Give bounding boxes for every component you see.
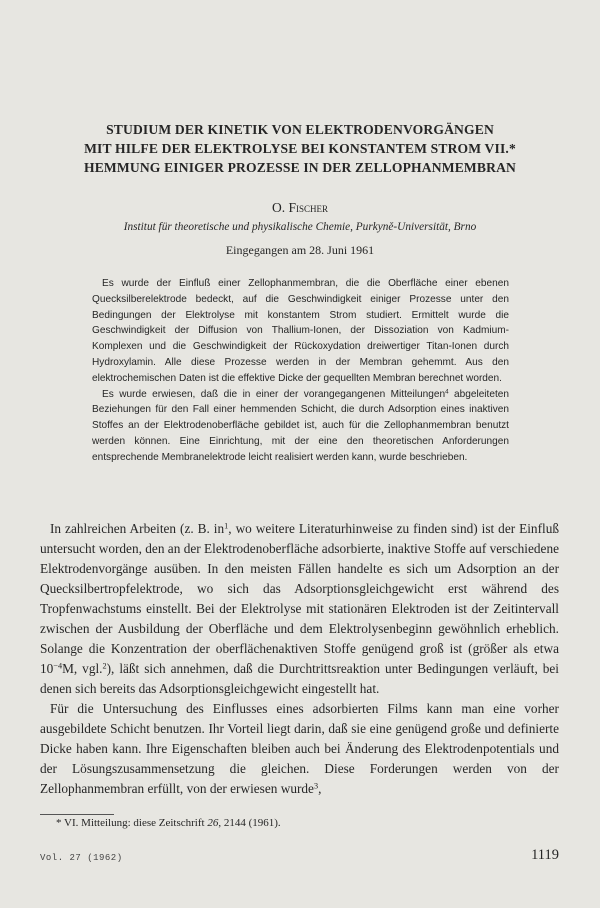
footnote: * VI. Mitteilung: diese Zeitschrift 26, 2144 (1961).	[56, 817, 281, 829]
author-name: Fischer	[288, 200, 328, 215]
footnote-rule	[40, 814, 114, 815]
reference-mark: 4	[445, 388, 449, 396]
reference-mark: 2	[102, 661, 107, 671]
page-number: 1119	[531, 847, 559, 863]
title-line-2: MIT HILFE DER ELEKTROLYSE BEI KONSTANTEM STROM VII.*	[84, 141, 516, 156]
main-text	[40, 519, 559, 799]
reference-mark: 1	[224, 521, 229, 531]
title-line-3: HEMMUNG EINIGER PROZESSE IN DER ZELLOPHANMEMBRAN	[83, 160, 517, 175]
exponent: −4	[53, 661, 63, 671]
institute: Institut für theoretische und physikalische Chemie, Purkyně-Universität, Brno	[123, 221, 477, 233]
journal-volume: Vol. 27 (1962)	[40, 853, 123, 863]
abstract	[92, 276, 509, 466]
title-line-1: STUDIUM DER KINETIK VON ELEKTRODENVORGÄNGEN	[106, 122, 494, 137]
author	[0, 200, 600, 216]
abstract-paragraph-2: Es wurde erwiesen, daß die in einer der vorangegangenen Mitteilungen$^4$ abgeleiteten Beziehungen für den Fall einer hemmenden Schicht, die durch Adsorption eines inaktiven Stoffes an der Elektrodenoberfläche gebildet ist, auch für die Zellophanmembran benutzt werden können. Eine Einrichtung, mit der eine den theoretischen Anforderungen entsprechende Membranelektrode leicht realisiert werden kann, wurde beschrieben.	[92, 388, 509, 463]
body-paragraph-2: Für die Untersuchung des Einflusses eines adsorbierten Films kann man eine vorher ausgebildete Schicht benutzen. Ihr Vorteil liegt darin, daß sie eine genügend große und definierte Dicke haben kann. Ihre Eigenschaften bleiben auch bei Änderung des Elektrodenpotentials und der Lösungszusammensetzung die gleichen. Diese Forderungen werden von der Zellophanmembran erfüllt, von der erwiesen wurde$^3$,	[40, 701, 559, 796]
abstract-paragraph-1: Es wurde der Einfluß einer Zellophanmembran, die die Oberfläche einer ebenen Quecksilberelektrode bedeckt, auf die Geschwindigkeit einiger Prozesse unter den Bedingungen der Elektrolyse mit konstantem Strom studiert. Ermittelt wurde die Geschwindigkeit der Diffusion von Thallium-Ionen, der Dissoziation von Kadmium-Komplexen und die Geschwindigkeit der Rückoxydation dreiwertiger Titan-Ionen durch Hydroxylamin. Alle diese Prozesse werden in der Membran gehemmt. Aus den elektrochemischen Daten ist die effektive Dicke der gequellten Membran berechnet worden.	[92, 278, 509, 384]
paper-title	[40, 120, 560, 177]
reference-mark: 3	[313, 781, 319, 791]
author-initial: O.	[271, 200, 289, 215]
received-date: Eingegangen am 28. Juni 1961	[225, 243, 375, 257]
body-paragraph-1: In zahlreichen Arbeiten (z. B. $in^1$, wo weitere Literaturhinweise zu finden sind) ist der Einfluß untersucht worden, den an der Elektrodenoberfläche adsorbierte, inaktive Stoffe auf verschiedene Elektrodenvorgänge ausüben. In den meisten Fällen handelte es sich um Adsorption an der Quecksilbertropfelektrode, wo sich das Adsorptionsgleichgewicht erst während des Tropfenwachstums einstellt. Bei der Elektrolyse mit stationären Elektroden ist der Zeitintervall zwischen der Ausbildung der Oberfläche und dem Elektrolysenbeginn gewöhnlich erheblich. Solange die Konzentration der oberflächenaktiven Stoffe genügend groß ist (größer als etwa $10^{-4}M$, vgl.$^2$), läßt sich annehmen, daß die Durchtrittsreaktion unter Bedingungen verläuft, bei denen sich bereits das Adsorptionsgleichgewicht eingestellt hat.	[40, 521, 559, 696]
